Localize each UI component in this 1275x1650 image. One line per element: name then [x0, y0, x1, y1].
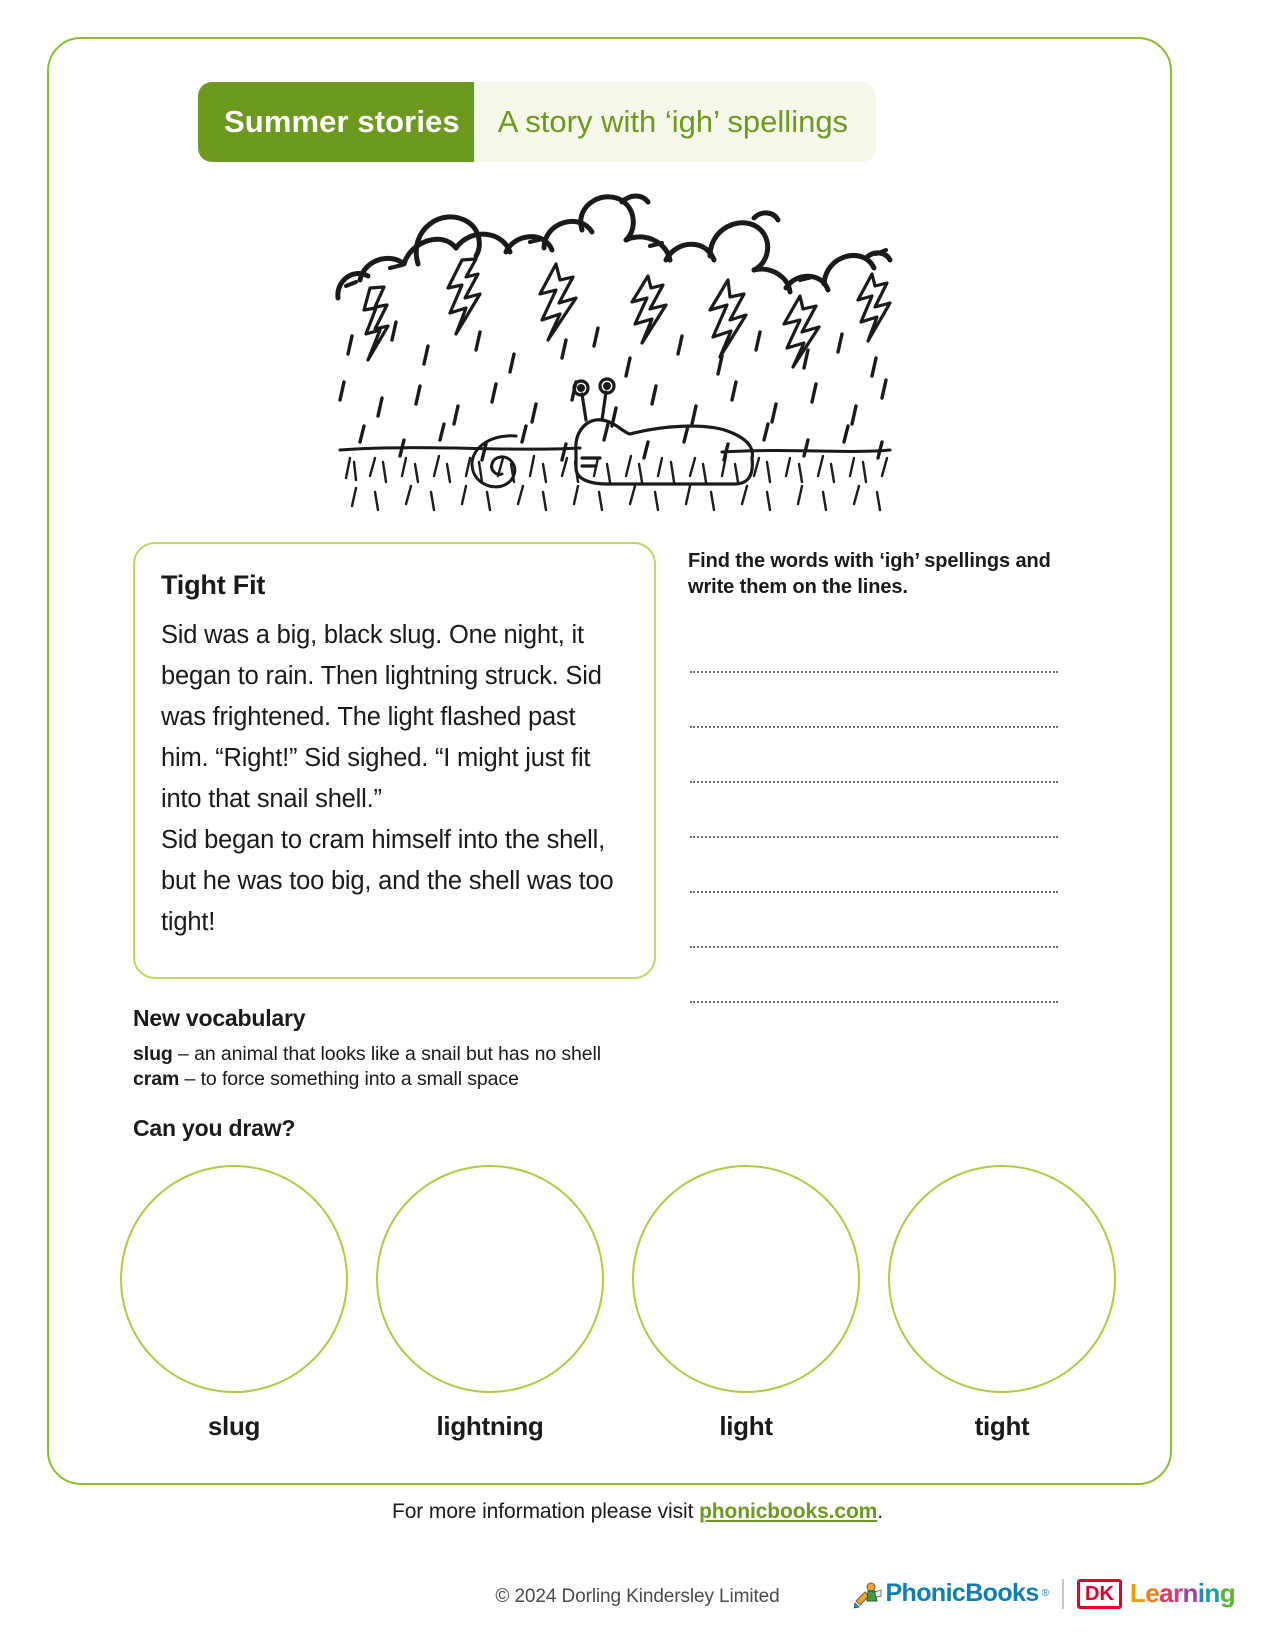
story-card — [133, 542, 656, 979]
phonicbooks-link[interactable]: phonicbooks.com — [699, 1500, 878, 1523]
header-band — [198, 82, 876, 162]
answer-line[interactable] — [690, 783, 1058, 838]
dk-letter: i — [1197, 1578, 1205, 1608]
header-category-label: Summer stories — [224, 104, 460, 139]
answer-line[interactable] — [690, 728, 1058, 783]
header-subtitle-container — [474, 82, 876, 162]
header-category-tag — [198, 82, 486, 162]
rain-storm-slug-illustration — [330, 168, 896, 528]
vocabulary-word: cram — [133, 1068, 180, 1090]
draw-item — [630, 1165, 862, 1442]
draw-circle-label: lightning — [436, 1411, 544, 1441]
draw-circle-label: slug — [207, 1411, 261, 1441]
vocabulary-title: New vocabulary — [133, 1005, 306, 1031]
draw-circle[interactable] — [632, 1165, 860, 1393]
draw-item — [118, 1165, 350, 1442]
dk-letter: r — [1172, 1578, 1183, 1608]
find-words-instruction: Find the words with ‘igh’ spellings and write them on the lines. — [688, 550, 1051, 598]
registered-trademark-icon: ® — [1041, 1588, 1050, 1599]
draw-circles-row — [118, 1165, 1118, 1442]
answer-lines-group — [690, 618, 1058, 1003]
draw-circle-label: light — [719, 1411, 773, 1441]
new-vocabulary-section — [133, 1005, 753, 1092]
footer-info — [0, 1500, 1275, 1524]
footer-info-prefix: For more information please visit — [392, 1500, 700, 1523]
header-subtitle-label: A story with ‘igh’ spellings — [497, 104, 849, 139]
story-paragraph-1: Sid was a big, black slug. One night, it began to rain. Then lightning struck. Sid was frightened. The light flashed past him. “Right!” Sid sighed. “I might just fit into that snail shell.” — [161, 621, 602, 813]
vocabulary-definition: to force something into a small space — [200, 1068, 519, 1090]
dk-letter: n — [1204, 1578, 1220, 1608]
answer-line[interactable] — [690, 838, 1058, 893]
draw-circle[interactable] — [376, 1165, 604, 1393]
vocabulary-word: slug — [133, 1043, 173, 1065]
vocabulary-dash: – — [179, 1068, 201, 1090]
brand-logos-row — [852, 1578, 1235, 1609]
dk-learning-logo — [1077, 1578, 1235, 1609]
phonicbooks-logo — [852, 1579, 1049, 1609]
find-words-block — [688, 548, 1058, 600]
answer-line[interactable] — [690, 618, 1058, 673]
dk-letter: L — [1129, 1578, 1146, 1608]
phonicbooks-wordmark: PhonicBooks — [885, 1579, 1039, 1607]
draw-circle[interactable] — [888, 1165, 1116, 1393]
answer-line[interactable] — [690, 673, 1058, 728]
phonicbooks-character-icon — [852, 1579, 882, 1609]
vocabulary-entry — [133, 1042, 753, 1067]
draw-item — [374, 1165, 606, 1442]
answer-line[interactable] — [690, 948, 1058, 1003]
dk-letter: a — [1159, 1578, 1173, 1608]
copyright-text: © 2024 Dorling Kindersley Limited — [495, 1586, 780, 1607]
story-paragraph-2: Sid began to cram himself into the shell, but he was too big, and the shell was too tight! — [161, 826, 614, 936]
dk-learning-wordmark — [1130, 1578, 1235, 1609]
dk-letter: n — [1182, 1578, 1198, 1608]
dk-letter: g — [1219, 1578, 1235, 1608]
draw-item — [886, 1165, 1118, 1442]
dk-letter: e — [1145, 1578, 1160, 1608]
draw-circle-label: tight — [974, 1411, 1030, 1441]
footer-info-suffix: . — [877, 1500, 883, 1523]
vocabulary-dash: – — [172, 1043, 195, 1065]
draw-circle[interactable] — [120, 1165, 348, 1393]
answer-line[interactable] — [690, 893, 1058, 948]
vocabulary-entry — [133, 1067, 753, 1092]
story-title: Tight Fit — [161, 570, 266, 600]
dk-book-icon: DK — [1077, 1579, 1122, 1609]
brand-divider — [1062, 1579, 1064, 1609]
can-you-draw-title: Can you draw? — [133, 1115, 296, 1141]
vocabulary-definition: an animal that looks like a snail but has no shell — [194, 1043, 601, 1065]
